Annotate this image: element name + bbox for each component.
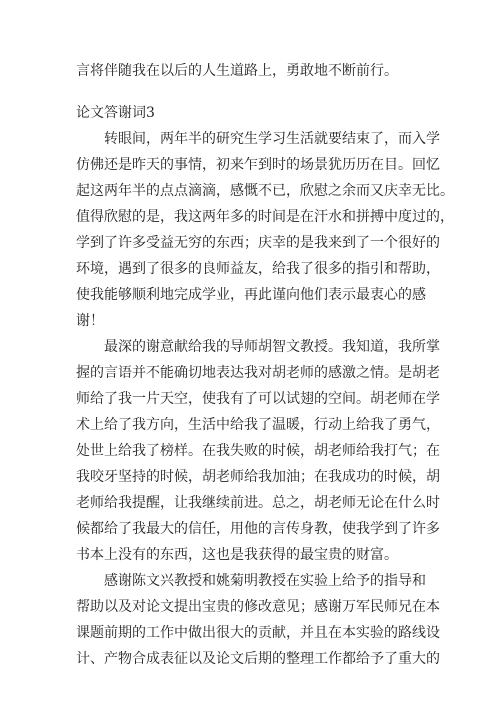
text-line: 仿佛还是昨天的事情，初来乍到时的场景犹历历在目。回忆	[76, 157, 440, 173]
text-line: 起这两年半的点点滴滴，感慨不已，欣慰之余而又庆幸无比。	[76, 183, 454, 199]
text-line: 帮助以及对论文提出宝贵的修改意见；感谢万军民师兄在本	[76, 599, 440, 615]
text-line: 学到了许多受益无穷的东西；庆幸的是我来到了一个很好的	[76, 235, 440, 251]
text-line: 术上给了我方向，生活中给我了温暖，行动上给我了勇气，	[76, 417, 440, 433]
text-line: 使我能够顺利地完成学业，再此谨向他们表示最衷心的感	[76, 287, 426, 303]
text-line: 老师给我提醒，让我继续前进。总之，胡老师无论在什么时	[76, 495, 440, 511]
intro-text	[76, 58, 426, 84]
paragraph-1	[76, 126, 454, 334]
paragraph-2	[76, 334, 440, 568]
text-line: 谢！	[76, 313, 104, 329]
text-line: 最深的谢意献给我的导师胡智文教授。我知道，我所掌	[104, 339, 440, 355]
text-line: 环境，遇到了很多的良师益友，给我了很多的指引和帮助，	[76, 261, 440, 277]
text-line: 值得欣慰的是，我这两年多的时间是在汗水和拼搏中度过的，	[76, 209, 454, 225]
text-line: 课题前期的工作中做出很大的贡献，并且在本实验的路线设	[76, 625, 440, 641]
text-line: 书本上没有的东西，这也是我获得的最宝贵的财富。	[76, 547, 398, 563]
text-line: 转眼间，两年半的研究生学习生活就要结束了，而入学	[104, 131, 440, 147]
section-title: 论文答谢词3	[76, 105, 155, 121]
text-line: 握的言语并不能确切地表达我对胡老师的感激之情。是胡老	[76, 365, 440, 381]
section-gap	[76, 84, 426, 100]
text-line: 候都给了我最大的信任，用他的言传身教，使我学到了许多	[76, 521, 440, 537]
text-line: 言将伴随我在以后的人生道路上，勇敢地不断前行。	[76, 63, 398, 79]
text-line: 处世上给我了榜样。在我失败的时候，胡老师给我打气；在	[76, 443, 440, 459]
text-line: 我咬牙坚持的时候，胡老师给我加油；在我成功的时候，胡	[76, 469, 440, 485]
paragraph-3	[76, 568, 440, 672]
text-line: 感谢陈文兴教授和姚菊明教授在实验上给予的指导和	[104, 573, 426, 589]
text-line: 计、产物合成表征以及论文后期的整理工作都给予了重大的	[76, 651, 440, 667]
text-line: 师给了我一片天空，使我有了可以试翅的空间。胡老师在学	[76, 391, 440, 407]
document-page	[76, 58, 454, 672]
